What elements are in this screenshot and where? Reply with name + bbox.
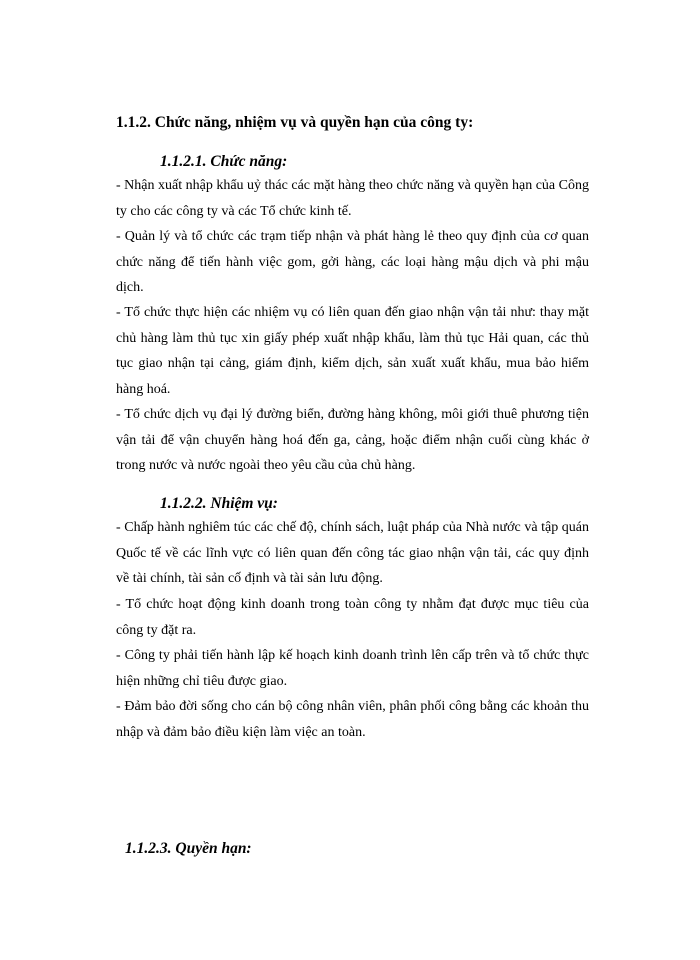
duties-paragraph-3: - Công ty phải tiến hành lập kế hoạch kinh doanh trình lên cấp trên và tổ chức thực hiện những chỉ tiêu được giao. bbox=[116, 648, 589, 689]
functions-paragraph-1: - Nhận xuất nhập khẩu uỷ thác các mặt hàng theo chức năng và quyền hạn của Công ty cho các công ty và các Tổ chức kinh tế. bbox=[116, 178, 589, 219]
powers-heading: 1.1.2.3. Quyền hạn: bbox=[125, 840, 252, 857]
duties-heading: 1.1.2.2. Nhiệm vụ: bbox=[160, 495, 278, 512]
functions-paragraph-2: - Quản lý và tổ chức các trạm tiếp nhận và phát hàng lẻ theo quy định của cơ quan chức năng để tiến hành việc gom, gởi hàng, các loại hàng mậu dịch và phi mậu dịch. bbox=[116, 229, 589, 295]
duties-paragraph-1: - Chấp hành nghiêm túc các chế độ, chính sách, luật pháp của Nhà nước và tập quán Quốc tế về các lĩnh vực có liên quan đến công tác giao nhận vận tải, các quy định về tài chính, tài sản cố định và tài sản lưu động. bbox=[116, 520, 589, 586]
section-heading: 1.1.2. Chức năng, nhiệm vụ và quyền hạn của công ty: bbox=[116, 114, 474, 131]
duties-paragraph-4: - Đảm bảo đời sống cho cán bộ công nhân viên, phân phối công bằng các khoản thu nhập và đảm bảo điều kiện làm việc an toàn. bbox=[116, 699, 589, 740]
functions-paragraph-3: - Tổ chức thực hiện các nhiệm vụ có liên quan đến giao nhận vận tải như: thay mặt chủ hàng làm thủ tục xin giấy phép xuất nhập khẩu, làm thủ tục Hải quan, các thủ tục giao nhận tại cảng, giám định, kiểm dịch, sản xuất xuất khẩu, mua bảo hiểm hàng hoá. bbox=[116, 305, 589, 397]
functions-heading: 1.1.2.1. Chức năng: bbox=[160, 153, 288, 170]
functions-paragraph-4: - Tổ chức dịch vụ đại lý đường biển, đường hàng không, môi giới thuê phương tiện vận tải để vận chuyển hàng hoá đến ga, cảng, hoặc điểm nhận cuối cùng khác ở trong nước và nước ngoài theo yêu cầu của chủ hàng. bbox=[116, 407, 589, 473]
duties-paragraph-2: - Tổ chức hoạt động kinh doanh trong toàn công ty nhằm đạt được mục tiêu của công ty đặt ra. bbox=[116, 597, 589, 638]
